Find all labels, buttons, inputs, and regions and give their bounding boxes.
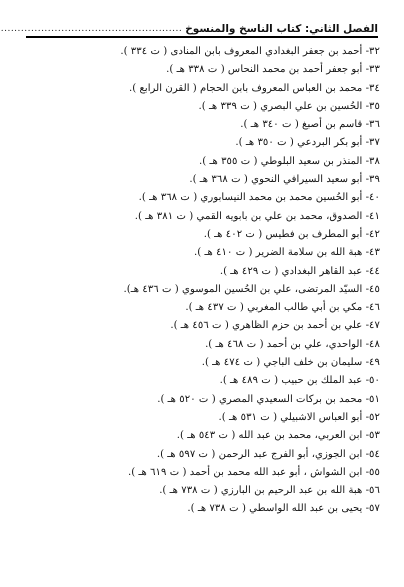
- header-rule: [26, 36, 378, 38]
- list-item: ٤٤- عبد القاهر البغدادي ( ت ٤٢٩ هـ ).: [219, 265, 380, 277]
- scholar-list: [60, 43, 380, 519]
- list-item: ٣٤- محمد بن العباس المعروف بابن الحجام ( القرن الرابع ).: [129, 82, 380, 94]
- list-item: ٤٠- أبو الحُسين محمد بن محمد النيسابوري ( ت ٣٦٨ هـ ).: [138, 192, 380, 204]
- leader-dots: ......................................................: [0, 24, 183, 34]
- list-item: ٥٣- ابن العربي، محمد بن عبد الله ( ت ٥٤٣ هـ ).: [176, 430, 380, 442]
- list-item: ٤٧- علي بن أحمد بن حزم الظاهري ( ت ٤٥٦ هـ ).: [170, 320, 380, 332]
- list-item: ٤٦- مكي بن أبي طالب المغربي ( ت ٤٣٧ هـ ).: [185, 302, 380, 314]
- list-item: ٤٩- سليمان بن خلف الباجي ( ت ٤٧٤ هـ ).: [201, 357, 380, 369]
- list-item: ٣٥- الحُسين بن علي البصري ( ت ٣٣٩ هـ ).: [198, 100, 380, 112]
- list-item: ٣٢- أحمد بن جعفر البغدادي المعروف بابن المنادى ( ت ٣٣٤ ).: [120, 46, 380, 57]
- list-item: ٥٢- أبو العباس الاشبيلي ( ت ٥٣١ هـ ).: [218, 411, 380, 423]
- list-item: ٣٩- أبو سعيد السيرافي النحوي ( ت ٣٦٨ هـ ).: [189, 174, 380, 186]
- list-item: ٥٤- ابن الجوزي، أبو الفرج عبد الرحمن ( ت ٥٩٧ هـ ).: [156, 448, 380, 460]
- list-item: ٣٧- أبو بكر البردعي ( ت ٣٥٠ هـ ).: [235, 137, 380, 149]
- list-item: ٥٠- عبد الملك بن حبيب ( ت ٤٨٩ هـ ).: [219, 375, 380, 387]
- list-item: ٣٦- قاسم بن أصبغ ( ت ٣٤٠ هـ ).: [240, 119, 380, 131]
- list-item: ٤٨- الواحدي، علي بن أحمد ( ت ٤٦٨ هـ ).: [205, 338, 380, 350]
- list-item: ٣٣- أبو جعفر أحمد بن محمد النحاس ( ت ٣٣٨ هـ ).: [166, 64, 380, 76]
- list-item: ٤٣- هبة الله بن سلامة الضرير ( ت ٤١٠ هـ ).: [194, 247, 380, 259]
- list-item: ٥٦- هبة الله بن عبد الرحيم بن البارزي ( ت ٧٣٨ هـ ).: [159, 485, 380, 497]
- chapter-title: الفصل الثاني: كتاب الناسخ والمنسوخ: [185, 23, 378, 35]
- list-item: ٣٨- المنذر بن سعيد البلوطي ( ت ٣٥٥ هـ ).: [199, 155, 380, 167]
- list-item: ٤٢- أبو المطرف بن فطيس ( ت ٤٠٢ هـ ).: [203, 228, 380, 240]
- list-item: ٤٥- السيّد المرتضى، علي بن الحُسين الموسوي ( ت ٤٣٦ هـ).: [123, 283, 380, 295]
- running-header: [0, 16, 378, 36]
- list-item: ٥٧- يحيى بن عبد الله الواسطي ( ت ٧٣٨ هـ ).: [187, 503, 380, 515]
- list-item: ٤١- الصدوق، محمد بن علي بن بابويه القمي ( ت ٣٨١ هـ ).: [134, 210, 380, 222]
- list-item: ٥٥- ابن الشواش ، أبو عبد الله محمد بن أحمد ( ت ٦١٩ هـ ).: [128, 466, 380, 478]
- list-item: ٥١- محمد بن بركات السعيدي المصري ( ت ٥٢٠ هـ ).: [157, 393, 380, 405]
